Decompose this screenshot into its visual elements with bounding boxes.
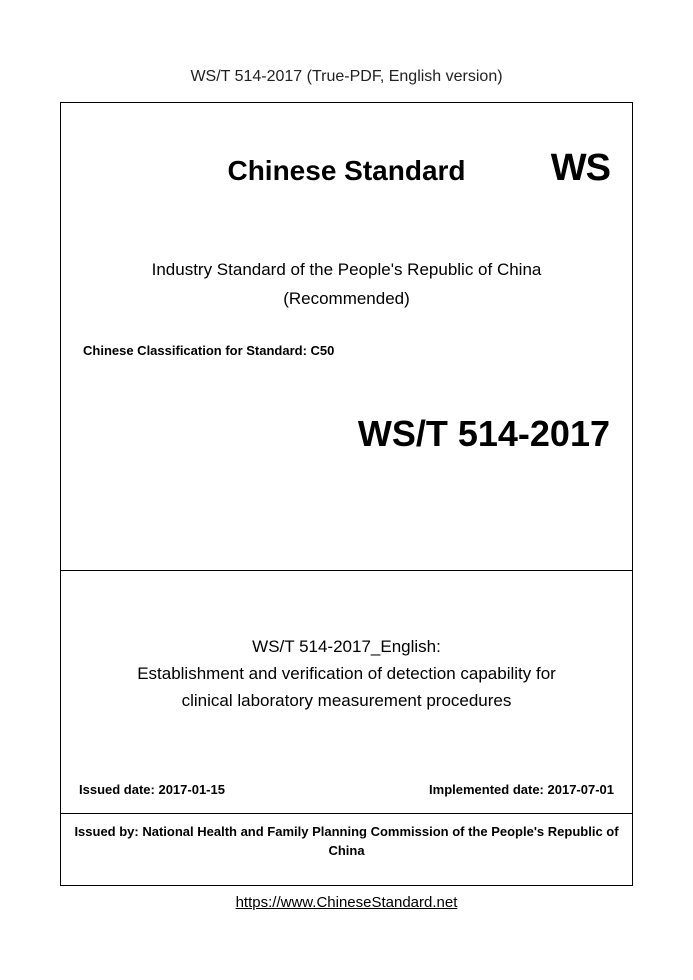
cover-industry-line-1: Industry Standard of the People's Republic of China (151, 260, 542, 279)
cover-classification: Chinese Classification for Standard: C50 (83, 343, 335, 358)
cover-title-row (61, 147, 632, 203)
cover-english-title-line-1: WS/T 514-2017_English: (252, 637, 441, 656)
cover-issued-by: Issued by: National Health and Family Planning Commission of the People's Republic of China (74, 824, 619, 858)
cover-implemented-date: Implemented date: 2017-07-01 (429, 782, 614, 797)
cover-frame (60, 102, 633, 886)
cover-english-title-line-2: Establishment and verification of detection capability for (137, 664, 556, 683)
cover-standard-number: WS/T 514-2017 (357, 413, 610, 454)
cover-issued-date: Issued date: 2017-01-15 (79, 782, 225, 797)
cover-english-title-line-3: clinical laboratory measurement procedures (181, 691, 512, 710)
document-header-title: WS/T 514-2017 (True-PDF, English version) (190, 68, 503, 85)
cover-dates-row (79, 782, 614, 797)
cover-middle-section (61, 571, 632, 814)
ws-logo-icon: WS (550, 147, 610, 189)
cover-main-title: Chinese Standard (227, 155, 466, 186)
cover-bottom-section (61, 814, 632, 885)
cover-top-section (61, 103, 632, 571)
footer-website-link[interactable]: https://www.ChineseStandard.net (235, 894, 458, 911)
cover-industry-line (61, 255, 632, 313)
cover-english-title (73, 633, 620, 714)
cover-industry-line-2: (Recommended) (283, 289, 410, 308)
